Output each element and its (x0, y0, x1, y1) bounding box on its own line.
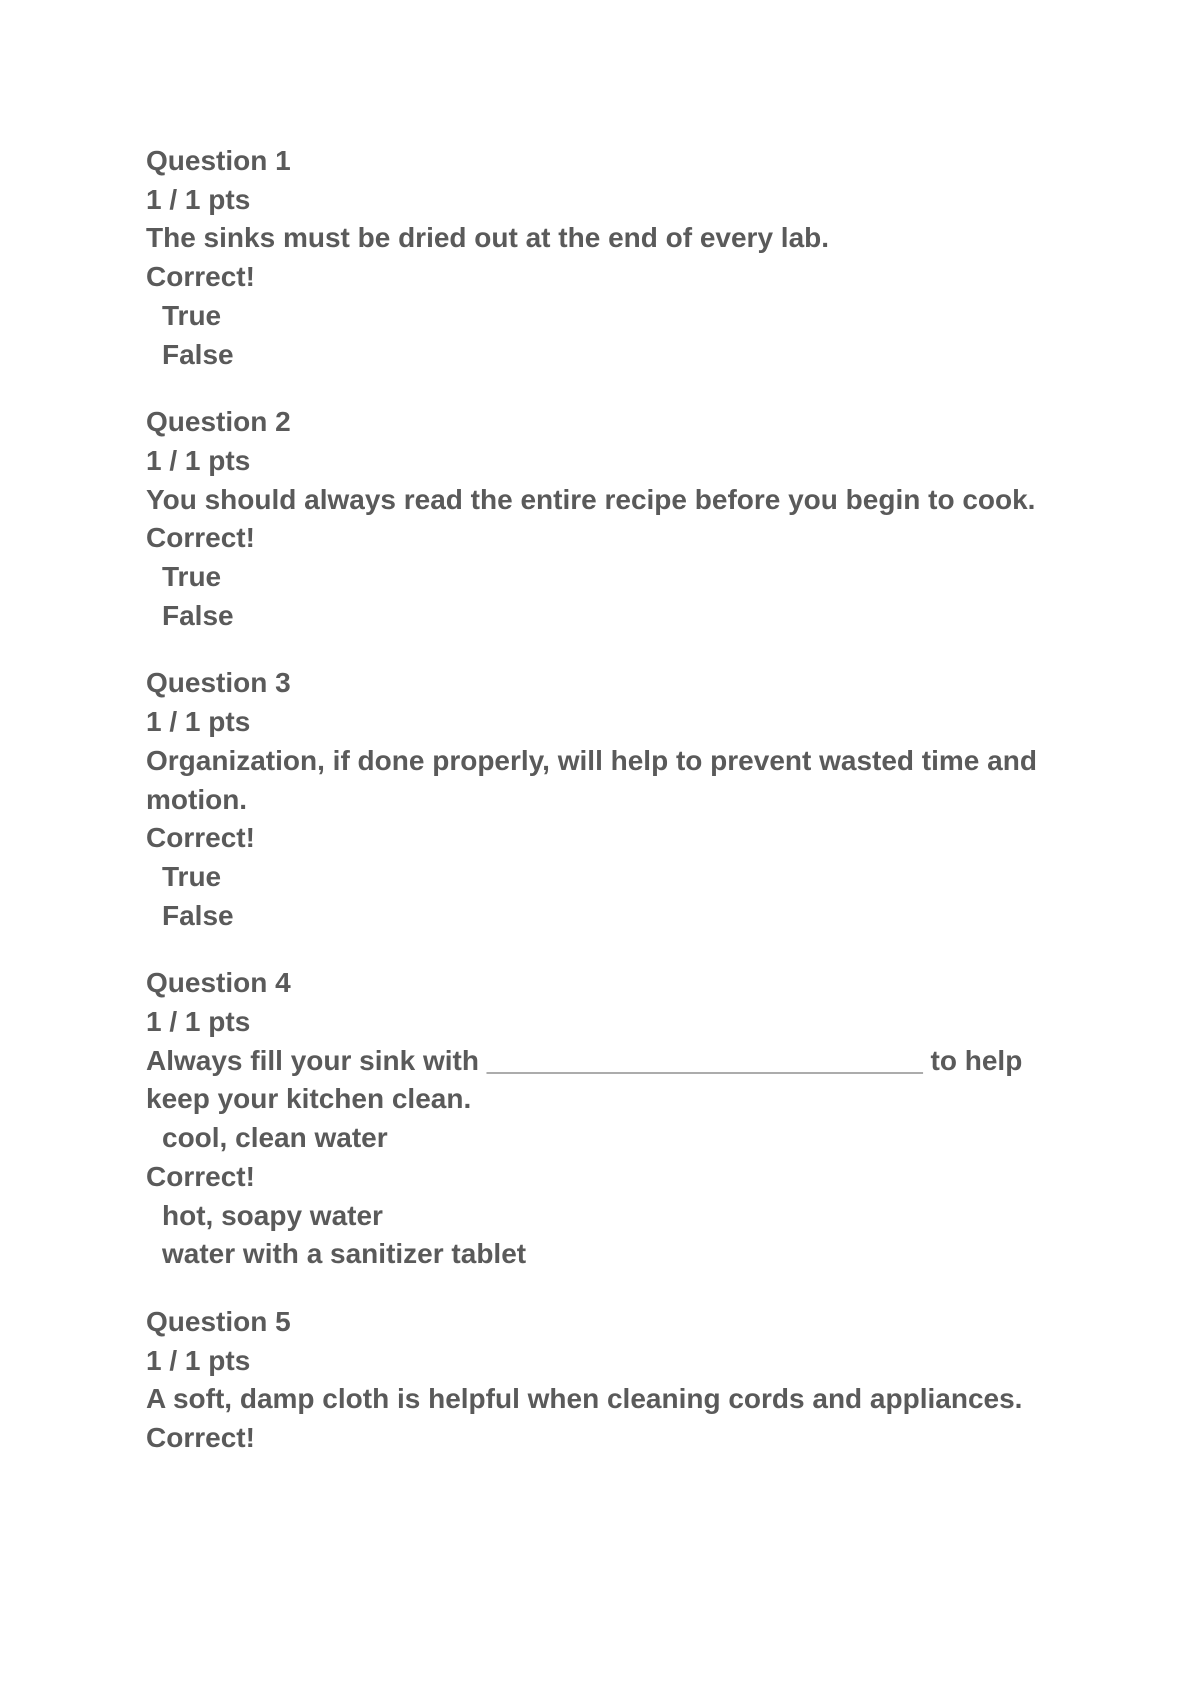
question-block (146, 964, 1046, 1274)
question-title: Question 3 (146, 667, 291, 699)
correct-label: Correct! (146, 1422, 255, 1454)
question-points: 1 / 1 pts (146, 1344, 251, 1376)
question-text: The sinks must be dried out at the end of every lab. (146, 222, 830, 254)
answer-option: False (162, 338, 234, 370)
answer-option: True (162, 561, 222, 593)
answer-option: hot, soapy water (162, 1199, 383, 1231)
question-block (146, 403, 1046, 635)
question-block (146, 142, 1046, 374)
question-points: 1 / 1 pts (146, 706, 251, 738)
quiz-results-page (146, 142, 1046, 1487)
answer-option: water with a sanitizer tablet (162, 1238, 527, 1270)
question-points: 1 / 1 pts (146, 183, 251, 215)
answer-option: True (162, 860, 222, 892)
question-points: 1 / 1 pts (146, 444, 251, 476)
question-text: You should always read the entire recipe before you begin to cook. (146, 483, 1036, 515)
correct-label: Correct! (146, 522, 255, 554)
question-points: 1 / 1 pts (146, 1006, 251, 1038)
answer-option: cool, clean water (162, 1122, 388, 1154)
question-title: Question 4 (146, 967, 291, 999)
question-title: Question 5 (146, 1305, 291, 1337)
question-block (146, 1303, 1046, 1458)
answer-option: False (162, 899, 234, 931)
question-title: Question 1 (146, 145, 291, 176)
correct-label: Correct! (146, 822, 255, 854)
answer-option: True (162, 299, 222, 331)
question-text: A soft, damp cloth is helpful when cleaning cords and appliances. (146, 1383, 1023, 1415)
correct-label: Correct! (146, 1160, 255, 1192)
answer-option: False (162, 599, 234, 631)
question-title: Question 2 (146, 406, 291, 438)
correct-label: Correct! (146, 261, 255, 293)
question-text: Always fill your sink with ____________________________ to help keep your kitchen clean. (146, 1044, 1031, 1115)
question-text: Organization, if done properly, will help to prevent wasted time and motion. (146, 744, 1045, 815)
question-block (146, 664, 1046, 935)
